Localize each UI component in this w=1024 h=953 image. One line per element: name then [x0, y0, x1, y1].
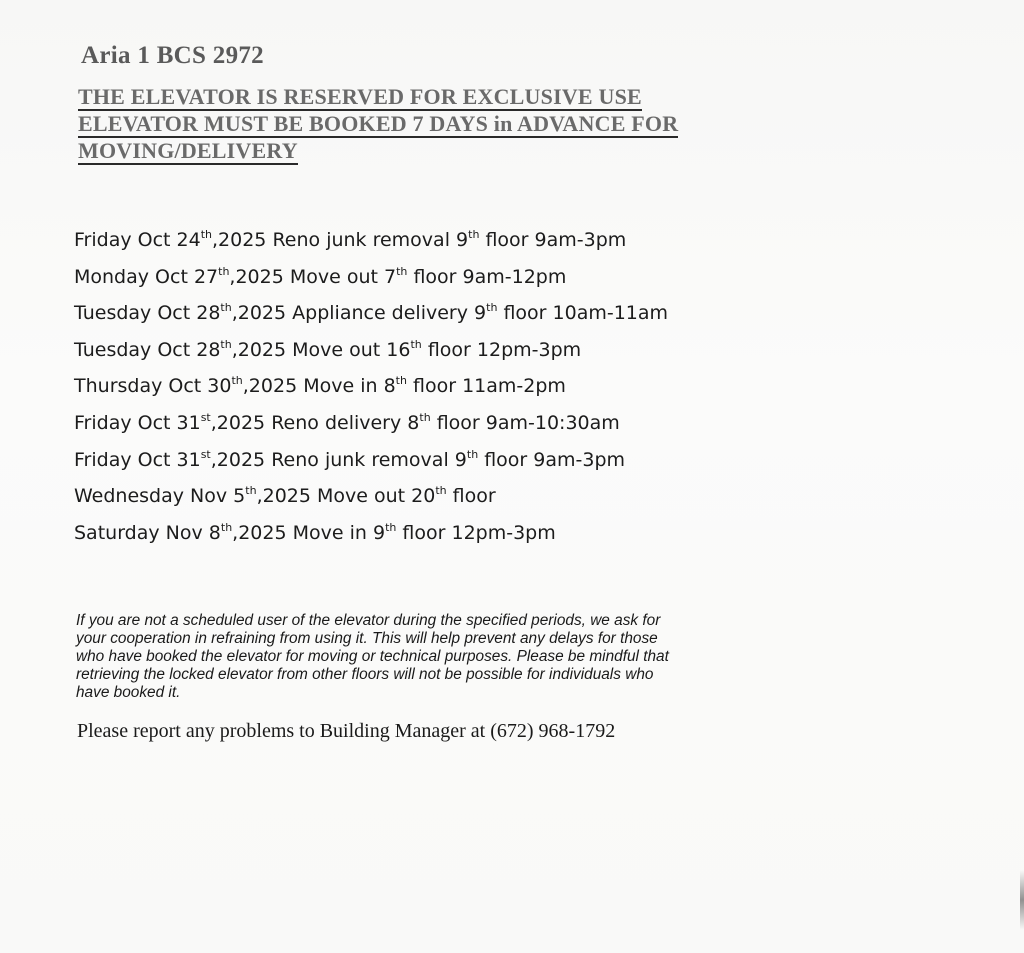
date-suffix: th [220, 337, 232, 351]
booking-year: ,2025 [231, 302, 287, 325]
booking-year: ,2025 [229, 265, 284, 288]
booking-purpose: Move out [283, 265, 385, 288]
booking-year: ,2025 [256, 485, 311, 508]
page-title: Aria 1 BCS 2972 [81, 42, 264, 69]
floor-number: 20 [411, 485, 436, 508]
schedule-item [74, 405, 974, 442]
disclaimer-line: who have booked the elevator for moving or technical purposes. Please be mindful that [76, 648, 669, 665]
floor-word: floor [479, 229, 529, 251]
date-suffix: th [200, 228, 212, 241]
booking-purpose: Move out [310, 485, 412, 508]
floor-number: 9 [456, 229, 469, 251]
booking-date: Tuesday Oct 28 [74, 338, 221, 361]
booking-purpose: Move in [297, 375, 384, 398]
floor-suffix: th [486, 301, 498, 315]
schedule-item [74, 295, 974, 332]
schedule-item [74, 259, 974, 296]
schedule-item [74, 332, 974, 369]
date-suffix: th [218, 264, 230, 278]
floor-word: floor [421, 338, 471, 361]
booking-year: ,2025 [242, 375, 298, 398]
booking-year: ,2025 [231, 338, 287, 361]
schedule-item [74, 478, 974, 515]
floor-suffix: th [385, 520, 397, 534]
floor-number: 8 [407, 411, 420, 434]
date-suffix: th [231, 374, 243, 388]
booking-year: ,2025 [210, 448, 266, 471]
date-suffix: st [200, 410, 211, 424]
floor-suffix: th [466, 447, 479, 461]
disclaimer [76, 612, 966, 702]
floor-suffix: th [419, 410, 431, 424]
floor-number: 16 [386, 338, 411, 361]
floor-word: floor [478, 448, 528, 471]
floor-word: floor [396, 521, 446, 544]
floor-number: 9 [372, 521, 386, 544]
floor-word: floor [407, 265, 457, 288]
disclaimer-line: your cooperation in refraining from using it. This will help prevent any delays for those [76, 630, 658, 647]
date-suffix: th [220, 520, 233, 534]
booking-date: Saturday Nov 8 [74, 521, 221, 544]
booking-date: Wednesday Nov 5 [74, 485, 246, 508]
floor-number: 9 [454, 448, 467, 471]
floor-suffix: th [468, 228, 480, 241]
floor-suffix: th [395, 374, 407, 388]
booking-schedule [74, 222, 974, 551]
schedule-item [74, 442, 974, 479]
booking-time: 9am-10:30am [479, 411, 620, 434]
notice-line: MOVING/DELIVERY [78, 138, 298, 163]
notice-line: ELEVATOR MUST BE BOOKED 7 DAYS in ADVANCE FOR [78, 111, 679, 136]
booking-purpose: Move in [286, 521, 373, 544]
scan-edge-mark [1020, 870, 1024, 930]
floor-word: floor [406, 375, 457, 398]
disclaimer-line: retrieving the locked elevator from other floors will not be possible for individuals who [76, 666, 654, 683]
notice-line: THE ELEVATOR IS RESERVED FOR EXCLUSIVE USE [78, 84, 642, 109]
booking-time: 9am-12pm [456, 265, 567, 288]
booking-time: 12pm-3pm [470, 338, 582, 361]
booking-purpose: Reno delivery [265, 411, 408, 434]
booking-purpose: Reno junk removal [265, 448, 455, 471]
booking-purpose: Reno junk removal [266, 229, 457, 251]
schedule-item [74, 515, 974, 552]
booking-date: Friday Oct 31 [74, 411, 201, 434]
booking-time: 9am-3pm [528, 229, 627, 251]
booking-date: Monday Oct 27 [74, 265, 219, 288]
floor-suffix: th [396, 264, 408, 278]
contact-line: Please report any problems to Building Manager at (672) 968-1792 [77, 720, 616, 742]
schedule-item [74, 222, 974, 259]
booking-date: Friday Oct 31 [74, 448, 201, 471]
booking-year: ,2025 [212, 229, 267, 251]
date-suffix: th [220, 301, 232, 315]
floor-number: 9 [474, 302, 487, 325]
booking-time: 12pm-3pm [445, 521, 556, 544]
floor-word: floor [497, 302, 547, 325]
floor-word: floor [430, 411, 480, 434]
booking-purpose: Move out [286, 338, 387, 361]
disclaimer-line: have booked it. [76, 684, 181, 701]
schedule-item [74, 368, 974, 405]
disclaimer-line: If you are not a scheduled user of the elevator during the specified periods, we ask for [76, 612, 661, 629]
booking-date: Thursday Oct 30 [74, 375, 232, 398]
date-suffix: st [200, 447, 211, 461]
floor-number: 7 [384, 265, 397, 288]
booking-date: Friday Oct 24 [74, 229, 201, 251]
booking-date: Tuesday Oct 28 [74, 302, 221, 325]
booking-time: 10am-11am [546, 302, 669, 325]
floor-number: 8 [383, 375, 396, 398]
floor-suffix: th [435, 484, 447, 498]
floor-suffix: th [410, 337, 422, 351]
booking-notice [78, 84, 938, 165]
date-suffix: th [245, 484, 257, 498]
booking-time: 11am-2pm [456, 375, 566, 398]
booking-purpose: Appliance delivery [286, 302, 475, 325]
floor-word: floor [446, 485, 496, 508]
booking-year: ,2025 [210, 411, 266, 434]
booking-year: ,2025 [232, 521, 287, 544]
booking-time: 9am-3pm [527, 448, 626, 471]
